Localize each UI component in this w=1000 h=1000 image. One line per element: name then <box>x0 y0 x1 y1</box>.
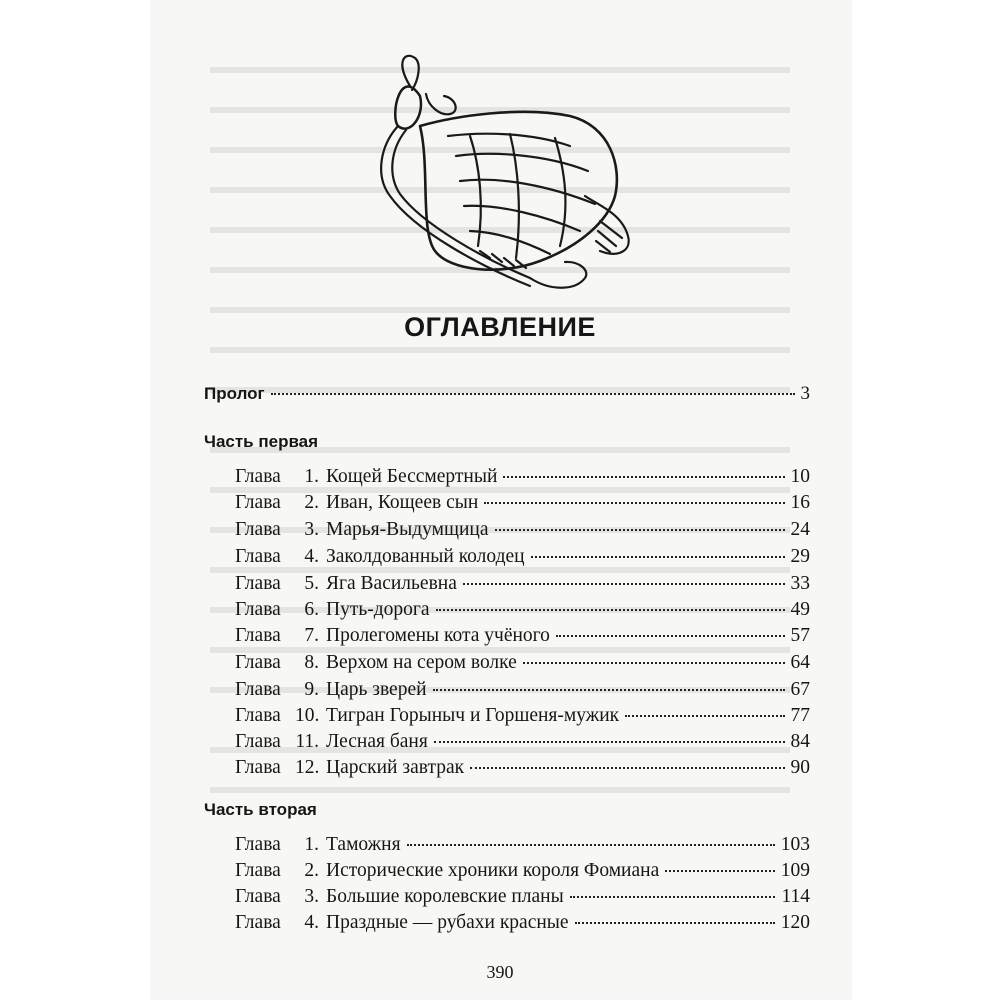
chapter-title: Яга Васильевна <box>326 572 457 594</box>
page-number: 16 <box>790 491 810 513</box>
dot-leader <box>625 697 784 717</box>
chapter-number: 4. <box>304 545 319 567</box>
chapter-title: Большие королевские планы <box>326 885 564 907</box>
page-number: 103 <box>780 833 810 855</box>
chapter-prefix: Глава <box>235 491 281 513</box>
dot-leader <box>463 565 785 585</box>
part-heading: Часть вторая <box>204 800 317 819</box>
toc-entry[interactable] <box>235 908 810 934</box>
chapter-prefix: Глава <box>235 885 281 907</box>
dot-leader <box>434 723 785 743</box>
chapter-prefix: Глава <box>235 545 281 567</box>
page-number: 109 <box>780 859 810 881</box>
chapter-number: 10. <box>295 704 320 726</box>
chapter-prefix: Глава <box>235 730 281 752</box>
chapter-prefix: Глава <box>235 651 281 673</box>
page-number: 114 <box>781 885 810 907</box>
chapter-prefix: Глава <box>235 911 281 933</box>
chapter-number: 1. <box>304 465 319 487</box>
chapter-prefix: Глава <box>235 598 281 620</box>
chapter-title: Путь-дорога <box>326 598 430 620</box>
chapter-title: Праздные — рубахи красные <box>326 911 569 933</box>
chapter-title: Верхом на сером волке <box>326 651 517 673</box>
toc-entry-prologue[interactable] <box>204 382 810 408</box>
prologue-label: Пролог <box>204 384 265 404</box>
page-number: 10 <box>790 465 810 487</box>
dot-leader <box>271 378 795 395</box>
page-number: 33 <box>790 572 810 594</box>
chapter-title: Иван, Кощеев сын <box>326 491 479 513</box>
dot-leader <box>495 511 785 531</box>
left-margin <box>0 0 150 1000</box>
chapter-prefix: Глава <box>235 859 281 881</box>
chapter-title: Марья-Выдумщица <box>326 518 489 540</box>
dot-leader <box>570 878 776 898</box>
chapter-number: 3. <box>304 885 319 907</box>
dot-leader <box>407 826 775 846</box>
chapter-prefix: Глава <box>235 572 281 594</box>
page-title: ОГЛАВЛЕНИЕ <box>404 312 596 342</box>
part-heading: Часть первая <box>204 432 319 451</box>
chapter-prefix: Глава <box>235 624 281 646</box>
dot-leader <box>484 484 784 504</box>
dot-leader <box>433 671 785 691</box>
chapter-number: 2. <box>304 491 319 513</box>
chapter-number: 4. <box>304 911 319 933</box>
dot-leader <box>531 538 785 558</box>
page-number: 77 <box>790 704 810 726</box>
chapter-title: Кощей Бессмертный <box>326 465 498 487</box>
chapter-prefix: Глава <box>235 704 281 726</box>
dot-leader <box>575 904 775 924</box>
dot-leader <box>556 617 785 637</box>
dot-leader <box>665 852 775 872</box>
dot-leader <box>436 591 785 611</box>
dot-leader <box>523 644 785 664</box>
toc-entry[interactable] <box>235 753 810 779</box>
page-number: 90 <box>790 756 810 778</box>
page-number: 120 <box>780 911 810 933</box>
dot-leader <box>470 749 784 769</box>
page-number: 3 <box>800 383 810 405</box>
page-folio: 390 <box>486 962 514 982</box>
knapsack-bundle-drawing-icon <box>360 46 640 296</box>
chapter-title: Царь зверей <box>326 678 427 700</box>
chapter-number: 3. <box>304 518 319 540</box>
page-number: 24 <box>790 518 810 540</box>
chapter-title: Тигран Горыныч и Горшеня-мужик <box>326 704 620 726</box>
chapter-number: 2. <box>304 859 319 881</box>
right-margin <box>852 0 1000 1000</box>
chapter-prefix: Глава <box>235 465 281 487</box>
chapter-title: Исторические хроники короля Фомиана <box>326 859 660 881</box>
chapter-title: Заколдованный колодец <box>326 545 525 567</box>
page-number: 49 <box>790 598 810 620</box>
page-number: 84 <box>790 730 810 752</box>
chapter-number: 11. <box>295 730 319 752</box>
chapter-prefix: Глава <box>235 678 281 700</box>
chapter-prefix: Глава <box>235 756 281 778</box>
chapter-prefix: Глава <box>235 833 281 855</box>
dot-leader <box>503 458 784 478</box>
chapter-number: 5. <box>304 572 319 594</box>
page-number: 29 <box>790 545 810 567</box>
chapter-number: 6. <box>304 598 319 620</box>
chapter-title: Царский завтрак <box>326 756 465 778</box>
chapter-title: Лесная баня <box>326 730 428 752</box>
page-number: 64 <box>790 651 810 673</box>
chapter-number: 1. <box>304 833 319 855</box>
chapter-title: Таможня <box>326 833 401 855</box>
chapter-title: Пролегомены кота учёного <box>326 624 550 646</box>
chapter-prefix: Глава <box>235 518 281 540</box>
chapter-number: 9. <box>304 678 319 700</box>
chapter-number: 7. <box>304 624 319 646</box>
chapter-number: 8. <box>304 651 319 673</box>
page-number: 67 <box>790 678 810 700</box>
page-number: 57 <box>790 624 810 646</box>
chapter-number: 12. <box>295 756 320 778</box>
